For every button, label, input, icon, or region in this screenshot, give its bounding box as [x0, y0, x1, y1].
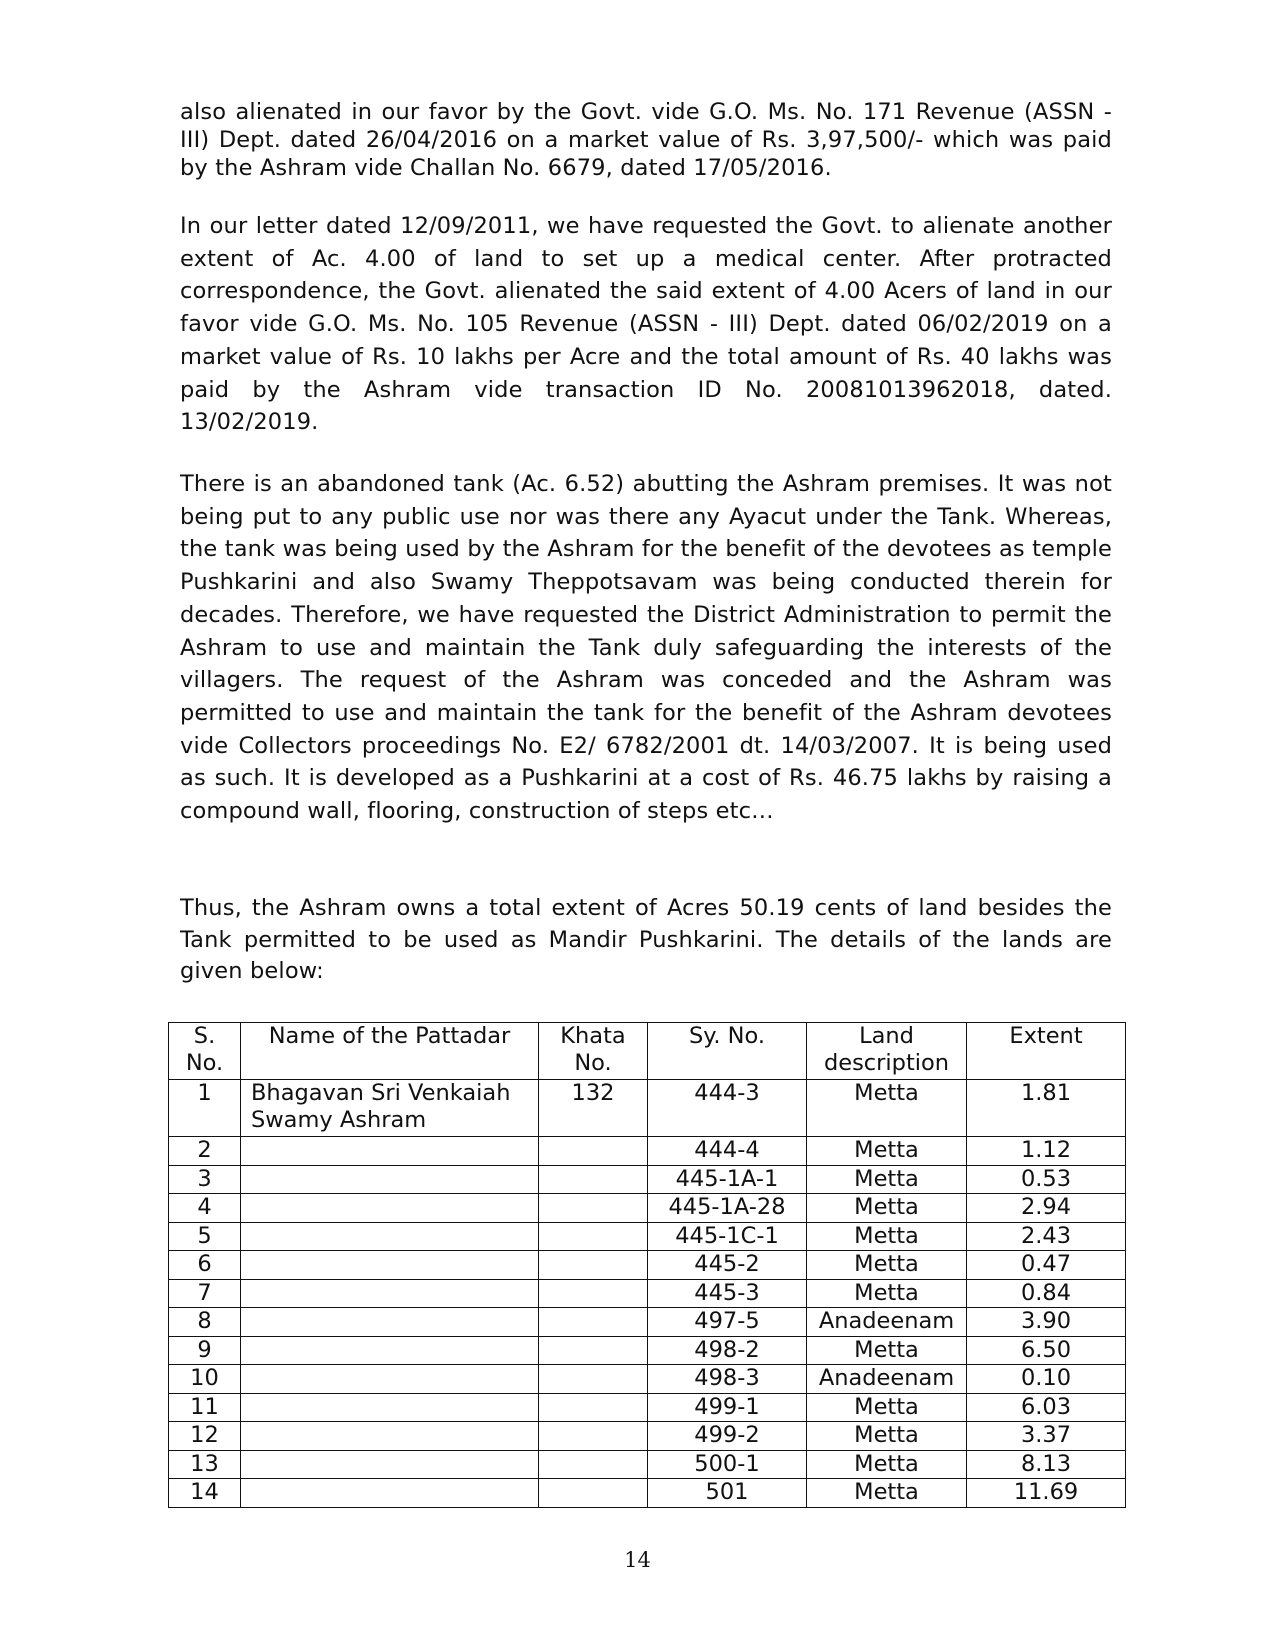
cell-land-description: Metta [807, 1393, 967, 1422]
table-row [169, 1222, 1126, 1251]
cell-survey-no: 500-1 [648, 1450, 807, 1479]
header-pattadar-name: Name of the Pattadar [241, 1023, 539, 1080]
cell-khata-no [539, 1393, 648, 1422]
header-extent: Extent [967, 1023, 1126, 1080]
cell-s-no: 3 [169, 1165, 241, 1194]
table-row [169, 1450, 1126, 1479]
cell-khata-no [539, 1222, 648, 1251]
cell-survey-no: 444-3 [648, 1080, 807, 1137]
cell-pattadar-name [241, 1479, 539, 1508]
cell-land-description: Metta [807, 1165, 967, 1194]
cell-extent: 11.69 [967, 1479, 1126, 1508]
cell-pattadar-name [241, 1251, 539, 1280]
cell-khata-no: 132 [539, 1080, 648, 1137]
cell-pattadar-name [241, 1422, 539, 1451]
header-land-description: Land description [807, 1023, 967, 1080]
cell-survey-no: 499-1 [648, 1393, 807, 1422]
cell-land-description: Metta [807, 1251, 967, 1280]
table-header-row [169, 1023, 1126, 1080]
cell-pattadar-name [241, 1336, 539, 1365]
header-survey-no: Sy. No. [648, 1023, 807, 1080]
cell-pattadar-name [241, 1194, 539, 1223]
cell-extent: 3.90 [967, 1308, 1126, 1337]
land-details-table [168, 1022, 1126, 1508]
cell-khata-no [539, 1137, 648, 1166]
cell-khata-no [539, 1365, 648, 1394]
cell-survey-no: 498-3 [648, 1365, 807, 1394]
cell-khata-no [539, 1450, 648, 1479]
table-row [169, 1080, 1126, 1137]
cell-khata-no [539, 1308, 648, 1337]
cell-survey-no: 501 [648, 1479, 807, 1508]
table-row [169, 1393, 1126, 1422]
cell-extent: 0.47 [967, 1251, 1126, 1280]
cell-khata-no [539, 1336, 648, 1365]
cell-survey-no: 444-4 [648, 1137, 807, 1166]
cell-extent: 2.43 [967, 1222, 1126, 1251]
cell-survey-no: 445-1A-28 [648, 1194, 807, 1223]
cell-s-no: 8 [169, 1308, 241, 1337]
cell-land-description: Metta [807, 1279, 967, 1308]
cell-pattadar-name [241, 1450, 539, 1479]
cell-pattadar-name [241, 1222, 539, 1251]
table-row [169, 1279, 1126, 1308]
header-s-no: S. No. [169, 1023, 241, 1080]
cell-khata-no [539, 1194, 648, 1223]
cell-survey-no: 445-1C-1 [648, 1222, 807, 1251]
table-row [169, 1194, 1126, 1223]
cell-extent: 6.03 [967, 1393, 1126, 1422]
cell-s-no: 5 [169, 1222, 241, 1251]
cell-land-description: Anadeenam [807, 1365, 967, 1394]
table-row [169, 1336, 1126, 1365]
paragraph-2: In our letter dated 12/09/2011, we have requested the Govt. to alienate another extent of Ac. 4.00 of land to set up a medical center. After protracted correspondence, the Govt. alienated the said extent of 4.00 Acers of land in our favor vide G.O. Ms. No. 105 Revenue (ASSN - III) Dept. dated 06/02/2019 on a market value of Rs. 10 lakhs per Acre and the total amount of Rs. 40 lakhs was paid by the Ashram vide transaction ID No. 20081013962018, dated. 13/02/2019. [180, 213, 1112, 436]
cell-extent: 3.37 [967, 1422, 1126, 1451]
table-row [169, 1479, 1126, 1508]
cell-s-no: 1 [169, 1080, 241, 1137]
table-row [169, 1251, 1126, 1280]
cell-pattadar-name [241, 1279, 539, 1308]
cell-khata-no [539, 1422, 648, 1451]
cell-survey-no: 445-3 [648, 1279, 807, 1308]
cell-extent: 0.53 [967, 1165, 1126, 1194]
cell-survey-no: 497-5 [648, 1308, 807, 1337]
cell-extent: 1.12 [967, 1137, 1126, 1166]
cell-s-no: 7 [169, 1279, 241, 1308]
header-khata-no: Khata No. [539, 1023, 648, 1080]
cell-survey-no: 445-2 [648, 1251, 807, 1280]
cell-land-description: Metta [807, 1422, 967, 1451]
cell-pattadar-name [241, 1393, 539, 1422]
table-row [169, 1137, 1126, 1166]
cell-land-description: Metta [807, 1137, 967, 1166]
cell-s-no: 12 [169, 1422, 241, 1451]
table-row [169, 1165, 1126, 1194]
cell-pattadar-name: Bhagavan Sri Venkaiah Swamy Ashram [241, 1080, 539, 1137]
cell-pattadar-name [241, 1165, 539, 1194]
table-row [169, 1308, 1126, 1337]
cell-land-description: Metta [807, 1194, 967, 1223]
cell-s-no: 2 [169, 1137, 241, 1166]
cell-s-no: 6 [169, 1251, 241, 1280]
cell-s-no: 9 [169, 1336, 241, 1365]
cell-extent: 1.81 [967, 1080, 1126, 1137]
cell-land-description: Metta [807, 1080, 967, 1137]
cell-pattadar-name [241, 1137, 539, 1166]
cell-land-description: Metta [807, 1336, 967, 1365]
cell-khata-no [539, 1279, 648, 1308]
cell-extent: 0.84 [967, 1279, 1126, 1308]
cell-survey-no: 499-2 [648, 1422, 807, 1451]
cell-land-description: Anadeenam [807, 1308, 967, 1337]
page-number: 14 [624, 1548, 651, 1572]
cell-khata-no [539, 1251, 648, 1280]
paragraph-4: Thus, the Ashram owns a total extent of Acres 50.19 cents of land besides the Tank permitted to be used as Mandir Pushkarini. The details of the lands are given below: [180, 895, 1112, 984]
cell-land-description: Metta [807, 1222, 967, 1251]
paragraph-1: also alienated in our favor by the Govt. vide G.O. Ms. No. 171 Revenue (ASSN - III) Dept. dated 26/04/2016 on a market value of Rs. 3,97,500/- which was paid by the Ashram vide Challan No. 6679, dated 17/05/2016. [180, 99, 1112, 181]
cell-land-description: Metta [807, 1479, 967, 1508]
cell-extent: 0.10 [967, 1365, 1126, 1394]
cell-s-no: 14 [169, 1479, 241, 1508]
cell-extent: 8.13 [967, 1450, 1126, 1479]
cell-khata-no [539, 1479, 648, 1508]
cell-extent: 6.50 [967, 1336, 1126, 1365]
cell-s-no: 10 [169, 1365, 241, 1394]
paragraph-3: There is an abandoned tank (Ac. 6.52) abutting the Ashram premises. It was not being put to any public use nor was there any Ayacut under the Tank. Whereas, the tank was being used by the Ashram for the benefit of the devotees as temple Pushkarini and also Swamy Theppotsavam was being conducted therein for decades. Therefore, we have requested the District Administration to permit the Ashram to use and maintain the Tank duly safeguarding the interests of the villagers. The request of the Ashram was conceded and the Ashram was permitted to use and maintain the tank for the benefit of the Ashram devotees vide Collectors proceedings No. E2/ 6782/2001 dt. 14/03/2007. It is being used as such. It is developed as a Pushkarini at a cost of Rs. 46.75 lakhs by raising a compound wall, flooring, construction of steps etc… [180, 471, 1112, 825]
cell-extent: 2.94 [967, 1194, 1126, 1223]
cell-survey-no: 498-2 [648, 1336, 807, 1365]
cell-pattadar-name [241, 1365, 539, 1394]
table-row [169, 1422, 1126, 1451]
cell-s-no: 4 [169, 1194, 241, 1223]
table-row [169, 1365, 1126, 1394]
cell-land-description: Metta [807, 1450, 967, 1479]
cell-pattadar-name [241, 1308, 539, 1337]
cell-s-no: 13 [169, 1450, 241, 1479]
table-body [169, 1080, 1126, 1508]
cell-s-no: 11 [169, 1393, 241, 1422]
cell-survey-no: 445-1A-1 [648, 1165, 807, 1194]
cell-khata-no [539, 1165, 648, 1194]
